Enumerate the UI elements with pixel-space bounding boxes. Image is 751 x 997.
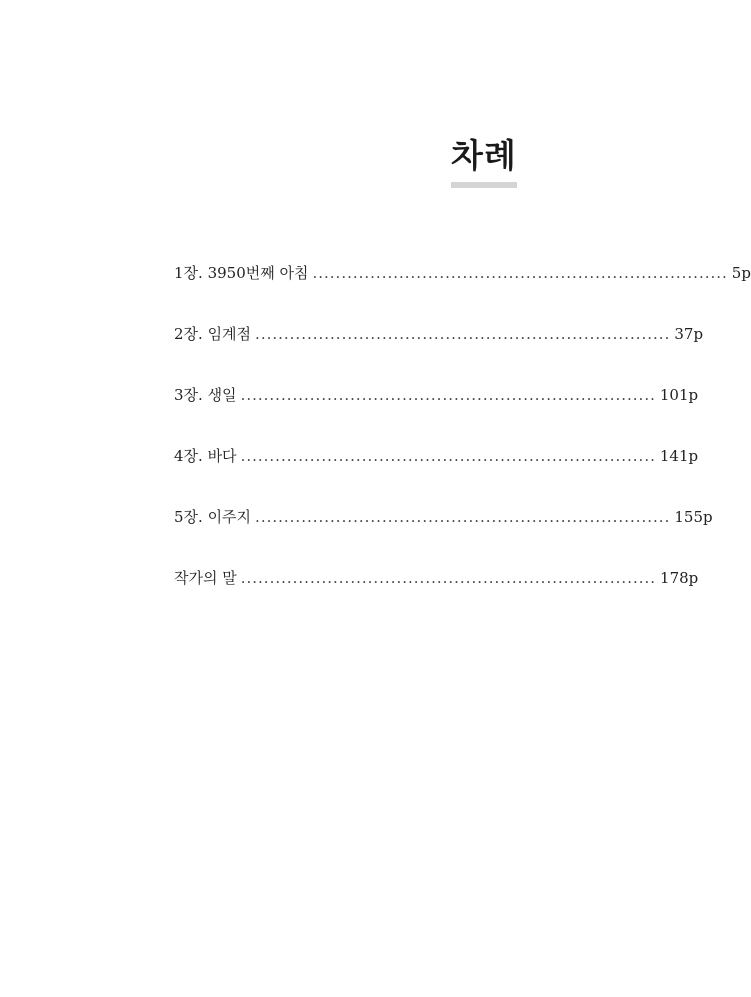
dot-leader: ........................................................................: [240, 447, 656, 465]
toc-entry-page: 178p: [660, 569, 699, 587]
toc-entry-title: 4장. 바다: [174, 447, 237, 465]
toc-entry-title: 1장. 3950번째 아침: [174, 264, 309, 282]
dot-leader: ........................................................................: [240, 386, 656, 404]
toc-entry-title: 2장. 임계점: [174, 325, 252, 343]
contents-heading: [451, 136, 517, 188]
toc-entry-page: 155p: [674, 508, 713, 526]
toc-entry-page: 101p: [659, 386, 699, 404]
toc-entry-title: 작가의 말: [174, 569, 237, 587]
dot-leader: ........................................................................: [240, 569, 657, 587]
toc-entry-6[interactable]: [174, 567, 699, 628]
toc-entry-title: 3장. 생일: [174, 386, 237, 404]
toc-entry-2[interactable]: [174, 323, 704, 384]
toc-entry-1[interactable]: [174, 262, 751, 323]
toc-entry-4[interactable]: [174, 445, 699, 506]
dot-leader: ........................................................................: [255, 508, 671, 526]
page-title: 차례: [451, 136, 517, 175]
dot-leader: ........................................................................: [255, 325, 671, 343]
table-of-contents: [174, 262, 751, 628]
dot-leader: ........................................................................: [312, 264, 728, 282]
toc-entry-3[interactable]: [174, 384, 699, 445]
toc-entry-page: 5p: [731, 264, 751, 282]
toc-entry-page: 141p: [659, 447, 699, 465]
toc-entry-5[interactable]: [174, 506, 713, 567]
title-underline: [451, 182, 517, 188]
toc-entry-page: 37p: [674, 325, 704, 343]
toc-entry-title: 5장. 이주지: [174, 508, 252, 526]
